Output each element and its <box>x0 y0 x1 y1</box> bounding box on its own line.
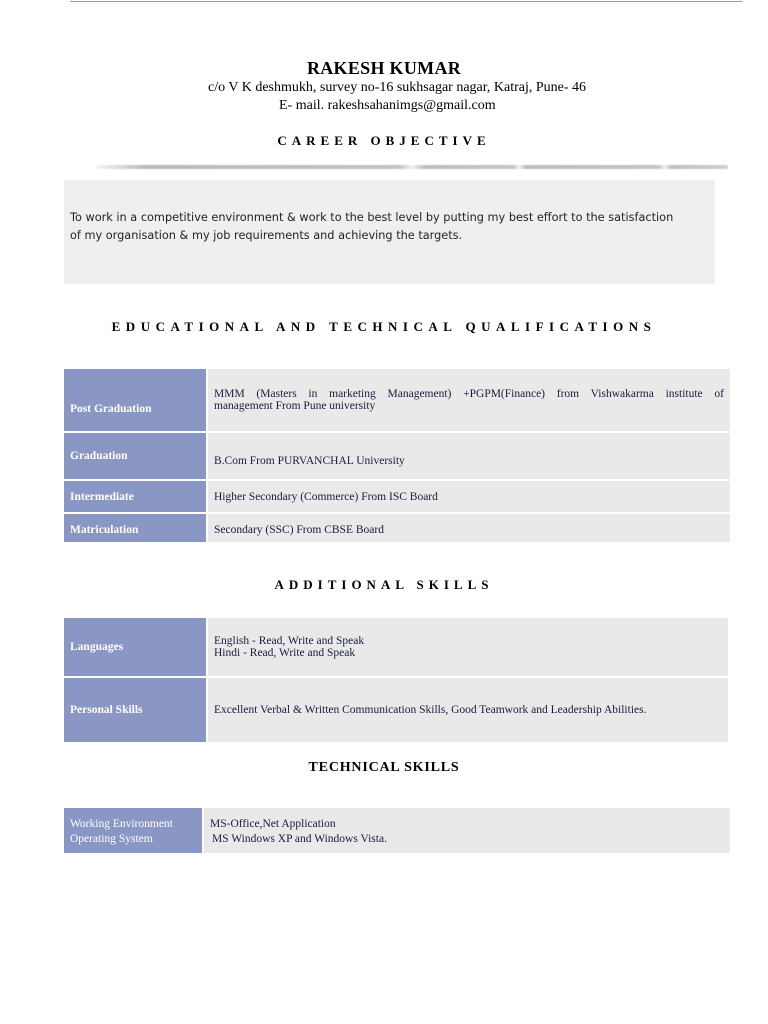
career-objective-box <box>64 180 715 284</box>
additional-skills-table <box>64 618 728 742</box>
career-objective-text <box>70 209 709 245</box>
additional-skills-title: ADDITIONAL SKILLS <box>274 577 494 592</box>
tech-value: MS Windows XP and Windows Vista. <box>212 832 387 845</box>
row-label: Graduation <box>64 433 208 481</box>
table-row <box>64 808 730 853</box>
table-row <box>64 514 730 544</box>
row-value: B.Com From PURVANCHAL University <box>208 433 730 481</box>
row-label <box>64 808 204 853</box>
row-label: Personal Skills <box>64 678 208 742</box>
education-title: EDUCATIONAL AND TECHNICAL QUALIFICATIONS <box>111 319 657 334</box>
tech-value: MS-Office,Net Application <box>210 817 336 830</box>
table-row <box>64 433 730 481</box>
row-label: Post Graduation <box>64 369 208 433</box>
row-label: Intermediate <box>64 481 208 514</box>
top-rule <box>70 1 742 2</box>
technical-skills-table <box>64 808 730 853</box>
objective-line: To work in a competitive environment & work to the best level by putting my best effort to the satisfaction <box>70 211 674 224</box>
career-objective-title: CAREER OBJECTIVE <box>277 133 491 148</box>
value-line: English - Read, Write and Speak <box>214 635 365 647</box>
objective-line: of my organisation & my job requirements and achieving the targets. <box>70 229 463 242</box>
address: c/o V K deshmukh, survey no-16 sukhsagar nagar, Katraj, Pune- 46 <box>208 80 587 95</box>
table-row <box>64 481 730 514</box>
table-row <box>64 678 728 742</box>
section-divider <box>96 165 728 169</box>
row-value: Higher Secondary (Commerce) From ISC Board <box>208 481 730 514</box>
value-line: Hindi - Read, Write and Speak <box>214 647 356 659</box>
technical-skills-title: TECHNICAL SKILLS <box>308 760 460 775</box>
row-value <box>204 808 730 853</box>
education-table <box>64 369 730 544</box>
email: E- mail. rakeshsahanimgs@gmail.com <box>279 98 496 113</box>
row-value: Excellent Verbal & Written Communication Skills, Good Teamwork and Leadership Abilities. <box>208 678 728 742</box>
row-label: Languages <box>64 618 208 678</box>
candidate-name: RAKESH KUMAR <box>306 58 462 78</box>
value-line: MMM (Masters in marketing Management) +PGPM(Finance) from Vishwakarma institute of <box>214 388 724 400</box>
tech-label: Working Environment <box>70 817 173 830</box>
row-label: Matriculation <box>64 514 208 544</box>
value-line: management From Pune university <box>214 400 376 412</box>
row-value: Secondary (SSC) From CBSE Board <box>208 514 730 544</box>
table-row <box>64 618 728 678</box>
row-value <box>208 618 728 678</box>
tech-label: Operating System <box>70 832 153 845</box>
row-value <box>208 369 730 433</box>
table-row <box>64 369 730 433</box>
